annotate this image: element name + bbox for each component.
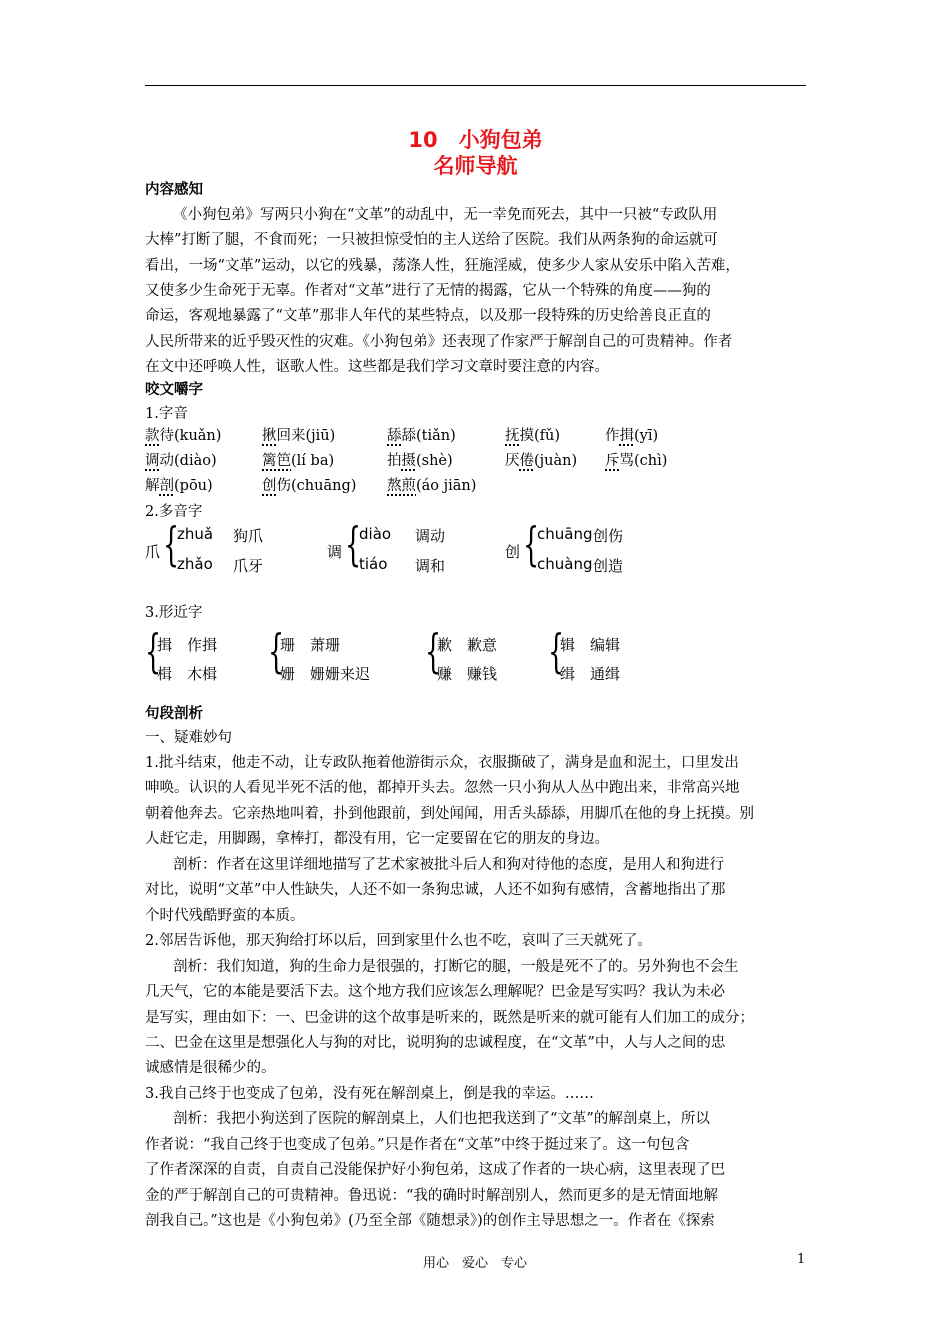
header-rule: [145, 85, 806, 86]
pronunciation-item: [262, 424, 335, 445]
brace-icon: {: [145, 624, 162, 678]
analysis-line: 是写实，理由如下：一、巴金讲的这个故事是听来的，既然是听来的就可能有人们加工的成分；: [145, 1009, 754, 1026]
content-line: 又使多少生命死于无辜。作者对“文革”进行了无情的揭露，它从一个特殊的角度——狗的: [145, 282, 711, 299]
dotted-char: 篱笆: [262, 453, 291, 469]
word-suffix-pinyin: 摸(fǔ): [519, 428, 561, 444]
analysis-line: 对比，说明“文革”中人性缺失，人还不如一条狗忠诚，人还不如狗有感情，含蓄地指出了那: [145, 882, 726, 899]
pronunciation-item: [145, 474, 213, 495]
polyphone-char: 爪: [145, 543, 161, 561]
word-prefix: 作: [605, 428, 620, 444]
section-heading-analysis: 句段剖析: [145, 706, 203, 722]
polyphone-reading: zhuǎ: [177, 525, 214, 543]
analysis-line: 了作者深深的自责，自责自己没能保护好小狗包弟，这成了作者的一块心病，这里表现了巴: [145, 1162, 725, 1179]
brace-icon: {: [345, 517, 362, 571]
pronunciation-item: [505, 449, 577, 470]
pronunciation-item: [262, 449, 334, 470]
content-line: 在文中还呼唤人性，讴歌人性。这些都是我们学习文章时要注意的内容。: [145, 358, 609, 375]
dotted-char: 创: [262, 478, 277, 494]
brace-icon: {: [163, 517, 180, 571]
similar-word: 赚钱: [467, 665, 498, 683]
similar-word: 作揖: [187, 636, 218, 654]
pronunciation-item: [387, 474, 476, 495]
pronunciation-item: [387, 449, 453, 470]
polyphone-reading: chuàng: [537, 555, 593, 573]
analysis-line: 1.批斗结束，他走不动，让专政队拖着他游街示众，衣服撕破了，满身是血和泥土，口里发出: [145, 755, 739, 771]
brace-icon: {: [548, 624, 565, 678]
analysis-line: 二、巴金在这里是想强化人与狗的对比，说明狗的忠诚程度，在“文革”中，人与人之间的忠: [145, 1034, 726, 1051]
content-line: 大棒”打断了腿，不食而死；一只被担惊受怕的主人送给了医院。我们从两条狗的命运就可: [145, 232, 718, 249]
word-suffix-pinyin: 舔(tiǎn): [401, 428, 456, 444]
content-line: 看出，一场“文革”运动，以它的残暴，荡涤人性，狂施淫威，使多少人家从安乐中陷入苦难，: [145, 257, 740, 274]
dotted-char: 舔: [387, 428, 402, 444]
footer-text: 用心 爱心 专心: [422, 1256, 527, 1271]
brace-icon: {: [523, 517, 540, 571]
word-suffix-pinyin: 伤(chuāng): [276, 478, 357, 494]
dotted-char: 剖: [159, 478, 174, 494]
section-heading-words: 咬文嚼字: [145, 382, 203, 398]
word-suffix-pinyin: (shè): [416, 453, 453, 469]
word-suffix-pinyin: (áo jiān): [416, 478, 477, 494]
analysis-line: 金的严于解剖自己的可贵精神。鲁迅说：“我的确时时解剖别人，然而更多的是无情面地解: [145, 1187, 718, 1204]
analysis-line: 几天气，它的本能是要活下去。这个地方我们应该怎么理解呢？巴金是写实吗？我认为未必: [145, 984, 725, 1001]
word-suffix-pinyin: 待(kuǎn): [159, 428, 222, 444]
dotted-char: 调: [145, 453, 160, 469]
similar-char: 珊: [280, 636, 296, 654]
pronunciation-item: [505, 424, 560, 445]
brace-icon: {: [425, 624, 442, 678]
word-suffix-pinyin: (yī): [634, 428, 659, 444]
polyphone-word: 调和: [415, 557, 446, 575]
page-number: 1: [797, 1252, 806, 1267]
pronunciation-item: [145, 424, 221, 445]
dotted-char: 款: [145, 428, 160, 444]
word-suffix-pinyin: (juàn): [534, 453, 578, 469]
lesson-subtitle: 名师导航: [433, 154, 518, 178]
polyphone-word: 狗爪: [233, 527, 264, 545]
polyphone-reading: chuāng: [537, 525, 593, 543]
similar-word: 歉意: [467, 636, 498, 654]
content-line: 命运，客观地暴露了“文革”那非人年代的某些特点，以及那一段特殊的历史给善良正直的: [145, 308, 711, 325]
similar-word: 通缉: [590, 665, 621, 683]
dotted-char: 揖: [619, 428, 634, 444]
polyphone-char: 创: [505, 543, 521, 561]
word-suffix-pinyin: 动(diào): [159, 453, 217, 469]
similar-char: 揖: [157, 636, 173, 654]
polyphone-reading: zhǎo: [177, 555, 213, 573]
pronunciation-item: [605, 449, 667, 470]
similar-char: 楫: [157, 665, 173, 683]
analysis-line: 3.我自己终于也变成了包弟，没有死在解剖桌上，倒是我的幸运。……: [145, 1085, 594, 1102]
analysis-line: 剖析：我把小狗送到了医院的解剖桌上，人们也把我送到了“文革”的解剖桌上，所以: [173, 1111, 710, 1128]
word-suffix-pinyin: (lí ba): [291, 453, 335, 469]
analysis-line: 剖析：我们知道，狗的生命力是很强的，打断它的腿，一般是死不了的。另外狗也不会生: [173, 958, 739, 975]
similar-word: 萧珊: [310, 636, 341, 654]
analysis-line: 呻唤。认识的人看见半死不活的他，都掉开头去。忽然一只小狗从人丛中跑出来，非常高兴地: [145, 780, 740, 797]
brace-icon: {: [268, 624, 285, 678]
content-line: 人民所带来的近乎毁灭性的灾难。《小狗包弟》还表现了作家严于解剖自己的可贵精神。作者: [145, 333, 733, 350]
similar-word: 木楫: [187, 665, 218, 683]
word-suffix-pinyin: 骂(chì): [619, 453, 668, 469]
subheading-difficult-sentences: 一、疑难妙句: [145, 730, 232, 746]
word-prefix: 解: [145, 478, 160, 494]
similar-char: 缉: [560, 665, 576, 683]
polyphone-word: 爪牙: [233, 557, 264, 575]
dotted-char: 抚: [505, 428, 520, 444]
similar-char: 歉: [437, 636, 453, 654]
polyphone-word: 调动: [415, 527, 446, 545]
lesson-title: 10 小狗包弟: [408, 128, 543, 152]
analysis-line: 剖我自己。”这也是《小狗包弟》(乃至全部《随想录》)的创作主导思想之一。作者在《探索: [145, 1213, 715, 1230]
subheading-pronunciation: 1.字音: [145, 406, 188, 422]
similar-char: 姗: [280, 665, 296, 683]
analysis-line: 个时代残酷野蛮的本质。: [145, 907, 305, 924]
analysis-line: 2.邻居告诉他，那天狗给打坏以后，回到家里什么也不吃，哀叫了三天就死了。: [145, 933, 652, 950]
subheading-polyphones: 2.多音字: [145, 504, 203, 520]
similar-char: 赚: [437, 665, 453, 683]
dotted-char: 倦: [519, 453, 534, 469]
word-prefix: 厌: [505, 453, 520, 469]
dotted-char: 摄: [401, 453, 416, 469]
similar-char: 辑: [560, 636, 576, 654]
polyphone-word: 创造: [593, 557, 624, 575]
analysis-line: 诚感情是很稀少的。: [145, 1060, 276, 1077]
analysis-line: 作者说：“我自己终于也变成了包弟。”只是作者在“文革”中终于挺过来了。这一句包含: [145, 1136, 690, 1153]
analysis-line: 人赶它走，用脚踢，拿棒打，都没有用，它一定要留在它的朋友的身边。: [145, 831, 609, 848]
dotted-char: 揪: [262, 428, 277, 444]
analysis-line: 朝着他奔去。它亲热地叫着，扑到他跟前，到处闻闻，用舌头舔舔，用脚爪在他的身上抚摸。别: [145, 805, 754, 822]
word-suffix-pinyin: 回来(jiū): [276, 428, 336, 444]
analysis-line: 剖析：作者在这里详细地描写了艺术家被批斗后人和狗对待他的态度，是用人和狗进行: [173, 856, 724, 873]
section-heading-content: 内容感知: [145, 182, 203, 198]
similar-word: 编辑: [590, 636, 621, 654]
subheading-similar: 3.形近字: [145, 605, 203, 621]
polyphone-char: 调: [327, 543, 343, 561]
word-suffix-pinyin: (pōu): [174, 478, 213, 494]
pronunciation-item: [145, 449, 217, 470]
pronunciation-item: [387, 424, 456, 445]
polyphone-reading: diào: [359, 525, 392, 543]
dotted-char: 熬煎: [387, 478, 416, 494]
word-prefix: 拍: [387, 453, 402, 469]
content-line: 《小狗包弟》写两只小狗在“文革”的动乱中，无一幸免而死去，其中一只被“专政队用: [173, 207, 718, 223]
polyphone-word: 创伤: [593, 527, 624, 545]
pronunciation-item: [262, 474, 356, 495]
pronunciation-item: [605, 424, 658, 445]
dotted-char: 斥: [605, 453, 620, 469]
similar-word: 姗姗来迟: [310, 665, 371, 683]
polyphone-reading: tiáo: [359, 555, 388, 573]
